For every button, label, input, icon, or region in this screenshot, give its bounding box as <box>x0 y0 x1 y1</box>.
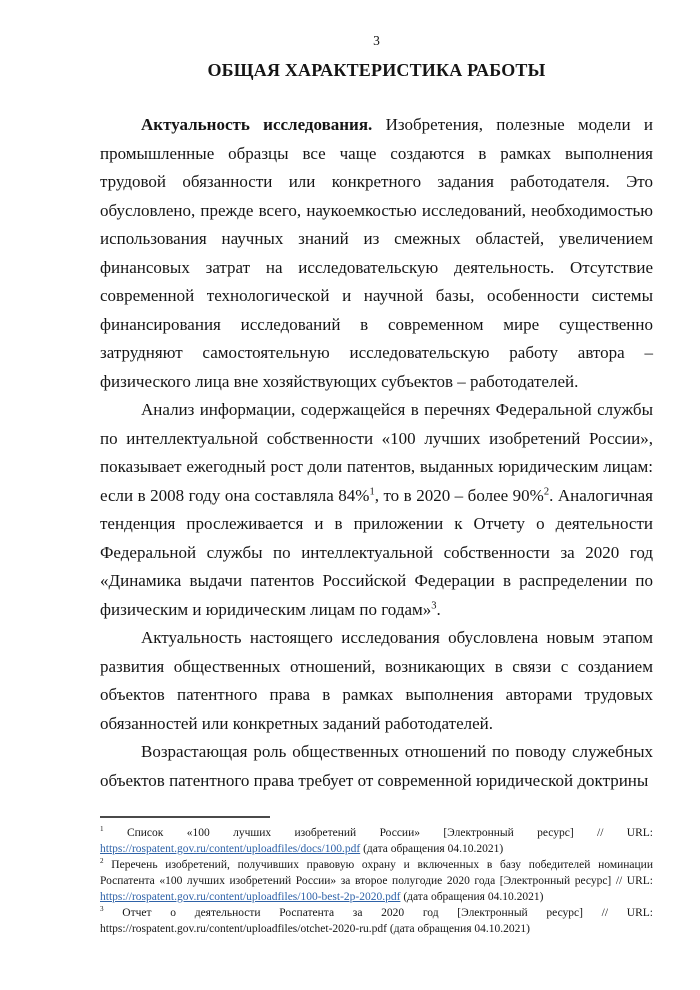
page-title: ОБЩАЯ ХАРАКТЕРИСТИКА РАБОТЫ <box>207 60 546 80</box>
text-run: . Аналогичная тенденция прослеживается и в приложении к Отчету о деятельности Федеральной службы по интеллектуальной собственности за 2020 год «Динамика выдачи патентов Российской Федерации в распределении по физическим и юридическим лицам по годам» <box>100 485 653 619</box>
text-run: Анализ информации, содержащейся в перечнях Федеральной службы по интеллектуальной собственности «100 лучших изобретений России», показывает ежегодный рост доли патентов, выданных юридическим лицам: если в 2008 году она составляла 84% <box>100 400 653 505</box>
text-run: Список «100 лучших изобретений России» [Электронный ресурс] // URL: <box>103 827 653 839</box>
page-number: 3 <box>373 33 380 48</box>
text-run: Актуальность настоящего исследования обусловлена новым этапом развития общественных отношений, возникающих в связи с созданием объектов патентного права в рамках выполнения авторами трудовых обязанностей или конкретных заданий работодателей. <box>100 628 653 733</box>
bold-lead-in: Актуальность исследования. <box>141 115 373 134</box>
footnote-url-link[interactable]: https://rospatent.gov.ru/content/uploadfiles/100-best-2p-2020.pdf <box>100 891 401 903</box>
footnote-marker: 3 <box>100 905 104 914</box>
text-run: Возрастающая роль общественных отношений по поводу служебных объектов патентного права требует от современной юридической доктрины <box>100 742 653 790</box>
footnote-separator <box>100 816 270 818</box>
footnote-marker: 2 <box>543 485 550 497</box>
text-run: , то в 2020 – более 90% <box>374 485 544 505</box>
footnote-1 <box>100 825 653 857</box>
paragraph-analysis <box>100 396 653 624</box>
footnote-2 <box>100 857 653 905</box>
text-run: (дата обращения 04.10.2021) <box>400 891 544 903</box>
text-run: . <box>436 599 441 619</box>
text-run: Отчет о деятельности Роспатента за 2020 год [Электронный ресурс] // URL: https://rospatent.gov.ru/content/uploadfiles/otchet-2020-ru.pdf (дата обращения 04.10.2021) <box>100 907 653 935</box>
footnote-marker: 1 <box>369 485 375 497</box>
page-content <box>100 0 653 795</box>
footnote-marker: 2 <box>100 857 104 866</box>
paragraph-relevance <box>100 111 653 396</box>
paragraph-new-stage <box>100 624 653 738</box>
footnote-area <box>100 810 653 937</box>
paragraph-growing-role <box>100 738 653 795</box>
text-run: Перечень изобретений, получивших правовую охрану и включенных в базу победителей номинации Роспатента «100 лучших изобретений России» за второе полугодие 2020 года [Электронный ресурс] // URL: <box>100 859 653 887</box>
footnote-marker: 1 <box>100 825 104 834</box>
text-run: Изобретения, полезные модели и промышленные образцы все чаще создаются в рамках выполнения трудовой обязанности или конкретного задания работодателя. Это обусловлено, прежде всего, наукоемкостью исследований, необходимостью использования научных знаний из смежных областей, увеличением финансовых затрат на исследовательскую деятельность. Отсутствие современной технологической и научной базы, особенности системы финансирования исследований в современном мире существенно затрудняют самостоятельную исследовательскую работу автора – физического лица вне хозяйствующих субъектов – работодателей. <box>100 115 653 391</box>
footnote-url-link[interactable]: https://rospatent.gov.ru/content/uploadfiles/docs/100.pdf <box>100 843 361 855</box>
text-run: (дата обращения 04.10.2021) <box>360 843 504 855</box>
footnote-3 <box>100 905 653 937</box>
body-text <box>100 111 653 795</box>
footnote-marker: 3 <box>431 599 437 611</box>
